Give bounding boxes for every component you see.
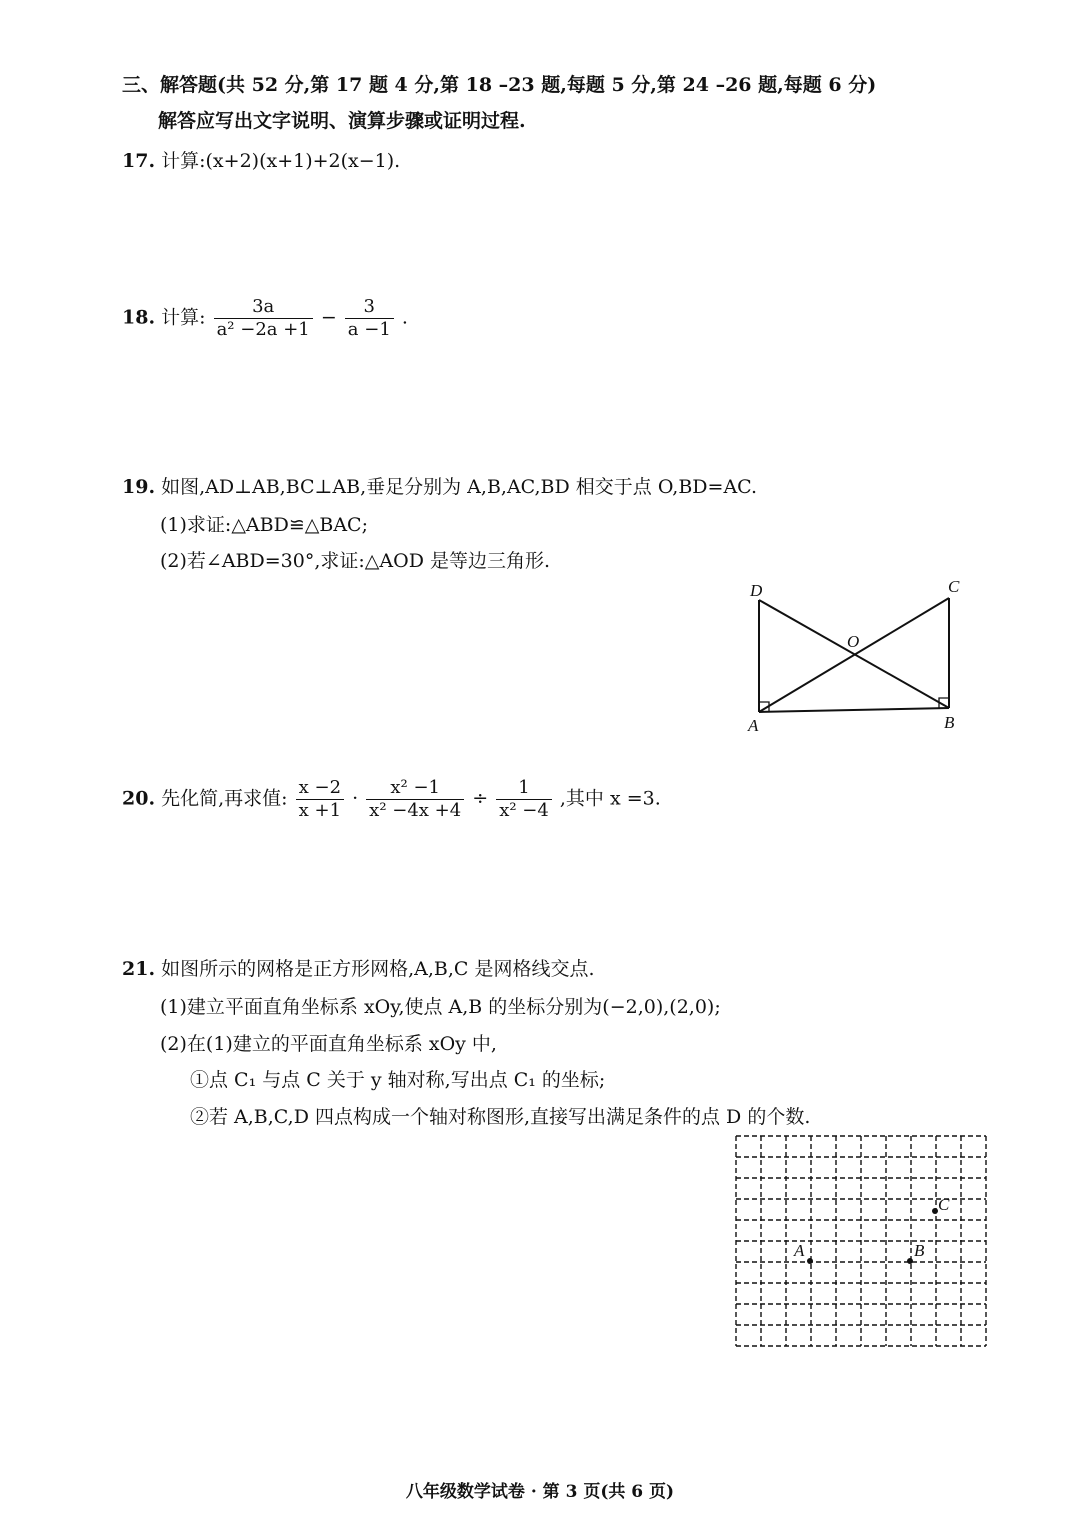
question-17 — [122, 146, 400, 173]
label-d: D — [750, 581, 763, 600]
question-lead: 先化简,再求值: — [161, 787, 288, 810]
q19-figure — [740, 570, 980, 740]
question-number: 17. — [122, 150, 156, 172]
fraction — [296, 777, 344, 822]
point-a-dot — [807, 1258, 813, 1264]
question-21-part1: (1)建立平面直角坐标系 xOy,使点 A,B 的坐标分别为(−2,0),(2,0); — [160, 996, 721, 1018]
fraction — [345, 296, 394, 341]
question-text: 如图,AD⊥AB,BC⊥AB,垂足分别为 A,B,AC,BD 相交于点 O,BD=AC. — [161, 476, 758, 498]
page-footer: 八年级数学试卷 · 第 3 页(共 6 页) — [405, 1482, 675, 1502]
fraction — [214, 296, 313, 341]
fraction-denominator: a² −2a +1 — [216, 319, 310, 340]
condition-text: ,其中 x =3. — [559, 787, 661, 810]
grid-lines — [736, 1136, 986, 1346]
fraction-numerator: 3a — [214, 296, 313, 319]
label-a: A — [794, 1241, 805, 1260]
fraction-numerator: 1 — [496, 777, 552, 800]
question-19-part1: (1)求证:△ABD≌△BAC; — [160, 514, 368, 536]
question-lead: 计算: — [161, 150, 206, 172]
question-number: 21. — [122, 958, 156, 980]
question-lead: 计算: — [161, 306, 206, 329]
label-c: C — [938, 1195, 950, 1214]
question-21-part2: (2)在(1)建立的平面直角坐标系 xOy 中, — [160, 1033, 497, 1055]
fraction-denominator: x +1 — [298, 800, 342, 821]
label-b: B — [914, 1241, 925, 1260]
segment-ab — [759, 708, 949, 712]
section-instruction: 解答应写出文字说明、演算步骤或证明过程. — [158, 110, 526, 132]
fraction-denominator: x² −4x +4 — [369, 800, 462, 821]
question-20 — [122, 777, 661, 822]
question-number: 18. — [122, 306, 156, 329]
fraction-numerator: 3 — [345, 296, 394, 319]
question-expression: (x+2)(x+1)+2(x−1). — [205, 150, 401, 172]
section-title: 三、解答题(共 52 分,第 17 题 4 分,第 18 –23 题,每题 5 分,第 24 –26 题,每题 6 分) — [122, 74, 877, 96]
fraction-denominator: x² −4 — [499, 800, 549, 821]
question-21-sub1: ①点 C₁ 与点 C 关于 y 轴对称,写出点 C₁ 的坐标; — [190, 1069, 606, 1091]
fraction — [496, 777, 552, 822]
fraction — [366, 777, 464, 822]
question-number: 19. — [122, 476, 156, 498]
fraction-denominator: a −1 — [347, 319, 391, 340]
question-21-stem — [122, 954, 595, 981]
fraction-numerator: x −2 — [296, 777, 344, 800]
label-b: B — [944, 713, 955, 732]
divide-operator: ÷ — [472, 787, 489, 810]
question-18 — [122, 296, 408, 341]
q21-grid-figure — [730, 1130, 995, 1360]
label-a: A — [748, 716, 759, 735]
point-b-dot — [907, 1258, 913, 1264]
label-o: O — [847, 632, 860, 651]
question-number: 20. — [122, 787, 156, 810]
dot-operator: · — [352, 787, 359, 810]
fraction-numerator: x² −1 — [366, 777, 464, 800]
end-period: . — [401, 306, 408, 329]
question-text: 如图所示的网格是正方形网格,A,B,C 是网格线交点. — [161, 958, 595, 980]
question-21-sub2: ②若 A,B,C,D 四点构成一个轴对称图形,直接写出满足条件的点 D 的个数. — [190, 1106, 811, 1128]
minus-sign: − — [320, 306, 337, 329]
question-19-part2: (2)若∠ABD=30°,求证:△AOD 是等边三角形. — [160, 550, 551, 572]
question-19-stem — [122, 472, 757, 499]
label-c: C — [948, 577, 960, 596]
